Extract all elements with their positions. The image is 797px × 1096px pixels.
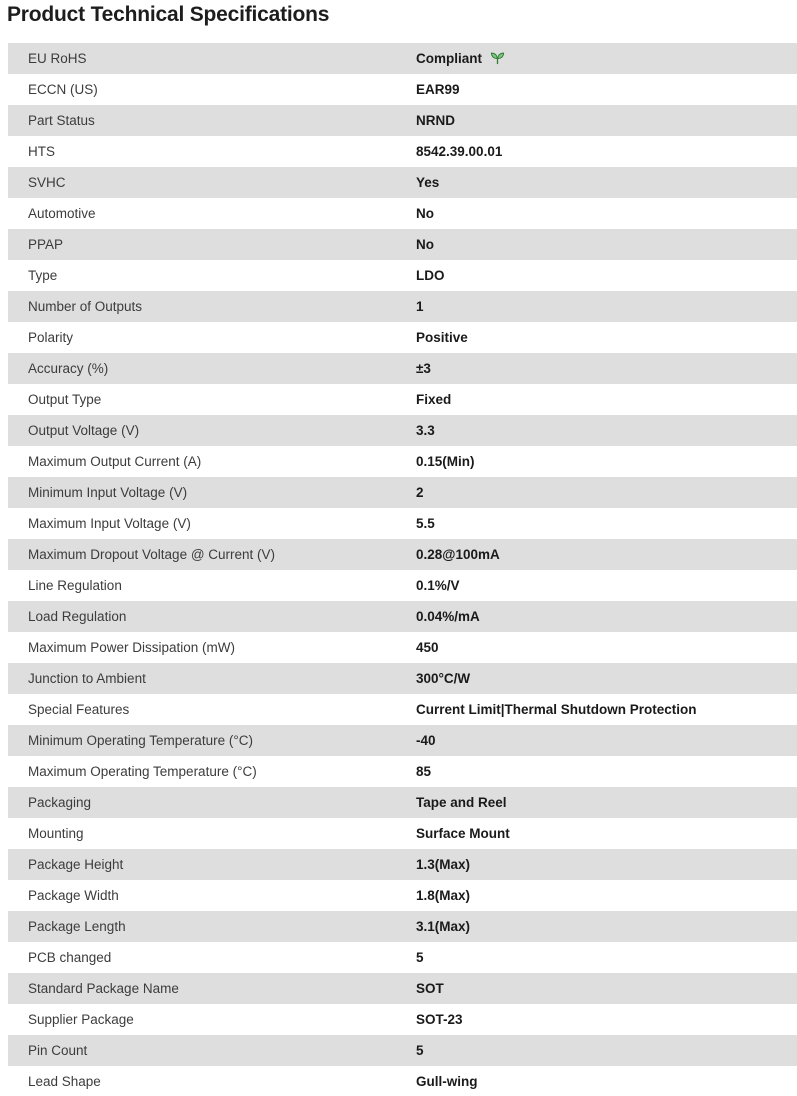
spec-row [8, 167, 797, 198]
spec-row [8, 105, 797, 136]
spec-label: Automotive [28, 206, 96, 221]
spec-label: Part Status [28, 113, 95, 128]
spec-value: 5 [416, 1043, 424, 1058]
spec-value: LDO [416, 268, 445, 283]
spec-row [8, 198, 797, 229]
spec-label: Package Length [28, 919, 126, 934]
spec-row [8, 880, 797, 911]
spec-value: 2 [416, 485, 424, 500]
spec-row [8, 291, 797, 322]
spec-row [8, 353, 797, 384]
spec-value: 3.1(Max) [416, 919, 471, 934]
spec-row [8, 229, 797, 260]
spec-label: Package Height [28, 857, 124, 872]
spec-value: 0.1%/V [416, 578, 460, 593]
spec-label: Mounting [28, 826, 84, 841]
spec-row [8, 911, 797, 942]
spec-label: Lead Shape [28, 1074, 101, 1089]
spec-label: Standard Package Name [28, 981, 179, 996]
spec-label: Maximum Power Dissipation (mW) [28, 640, 236, 655]
spec-value: 1.8(Max) [416, 888, 471, 903]
spec-value: 300°C/W [416, 671, 471, 686]
spec-label: Accuracy (%) [28, 361, 109, 376]
spec-row [8, 973, 797, 1004]
spec-row [8, 539, 797, 570]
spec-value: EAR99 [416, 82, 460, 97]
spec-row [8, 787, 797, 818]
spec-label: PPAP [28, 237, 64, 252]
spec-label: Maximum Output Current (A) [28, 454, 202, 469]
spec-row [8, 601, 797, 632]
spec-table [8, 43, 797, 1096]
spec-value: SOT-23 [416, 1012, 463, 1027]
spec-row [8, 663, 797, 694]
spec-label: Output Voltage (V) [28, 423, 140, 438]
spec-row [8, 942, 797, 973]
spec-value: 0.28@100mA [416, 547, 500, 562]
spec-value: Current Limit|Thermal Shutdown Protection [416, 702, 697, 717]
spec-label: PCB changed [28, 950, 112, 965]
spec-value: 85 [416, 764, 432, 779]
spec-value: Fixed [416, 392, 452, 407]
spec-label: Maximum Dropout Voltage @ Current (V) [28, 547, 276, 562]
spec-label: Line Regulation [28, 578, 122, 593]
spec-row [8, 260, 797, 291]
spec-value: NRND [416, 113, 455, 128]
spec-row [8, 415, 797, 446]
spec-row [8, 384, 797, 415]
page-title: Product Technical Specifications [7, 3, 330, 26]
spec-row [8, 1004, 797, 1035]
spec-row [8, 694, 797, 725]
leaf-icon [490, 52, 505, 65]
spec-value: Tape and Reel [416, 795, 507, 810]
spec-value: 0.04%/mA [416, 609, 480, 624]
spec-value: 5 [416, 950, 424, 965]
spec-row [8, 477, 797, 508]
spec-row [8, 570, 797, 601]
spec-label: SVHC [28, 175, 66, 190]
spec-value: No [416, 237, 434, 252]
spec-row [8, 818, 797, 849]
spec-label: ECCN (US) [28, 82, 98, 97]
spec-value: -40 [416, 733, 436, 748]
spec-row [8, 136, 797, 167]
spec-value: Surface Mount [416, 826, 510, 841]
spec-label: Maximum Input Voltage (V) [28, 516, 191, 531]
spec-label: Pin Count [28, 1043, 88, 1058]
spec-value: 1.3(Max) [416, 857, 471, 872]
spec-label: Minimum Input Voltage (V) [28, 485, 188, 500]
spec-value: 8542.39.00.01 [416, 144, 503, 159]
spec-label: EU RoHS [28, 51, 87, 66]
spec-row [8, 849, 797, 880]
spec-label: Package Width [28, 888, 119, 903]
spec-value: 450 [416, 640, 439, 655]
spec-label: Maximum Operating Temperature (°C) [28, 764, 257, 779]
spec-label: Special Features [28, 702, 130, 717]
spec-value: SOT [416, 981, 444, 996]
spec-value: Yes [416, 175, 440, 190]
spec-row [8, 632, 797, 663]
spec-value: 0.15(Min) [416, 454, 475, 469]
spec-value: Positive [416, 330, 468, 345]
spec-row [8, 508, 797, 539]
spec-value: Gull-wing [416, 1074, 478, 1089]
spec-value: ±3 [416, 361, 431, 376]
spec-value: No [416, 206, 434, 221]
spec-label: Number of Outputs [28, 299, 143, 314]
spec-row [8, 74, 797, 105]
spec-label: Output Type [28, 392, 102, 407]
spec-label: Polarity [28, 330, 74, 345]
spec-row [8, 756, 797, 787]
spec-row [8, 322, 797, 353]
spec-value: 3.3 [416, 423, 435, 438]
spec-label: HTS [28, 144, 55, 159]
spec-label: Type [28, 268, 58, 283]
spec-label: Load Regulation [28, 609, 127, 624]
spec-row [8, 446, 797, 477]
spec-value: 1 [416, 299, 424, 314]
spec-label: Minimum Operating Temperature (°C) [28, 733, 253, 748]
spec-row [8, 43, 797, 74]
spec-label: Packaging [28, 795, 92, 810]
spec-label: Junction to Ambient [28, 671, 146, 686]
spec-value: Compliant [416, 51, 505, 66]
spec-row [8, 1066, 797, 1096]
spec-label: Supplier Package [28, 1012, 134, 1027]
spec-value: 5.5 [416, 516, 435, 531]
spec-row [8, 725, 797, 756]
spec-row [8, 1035, 797, 1066]
